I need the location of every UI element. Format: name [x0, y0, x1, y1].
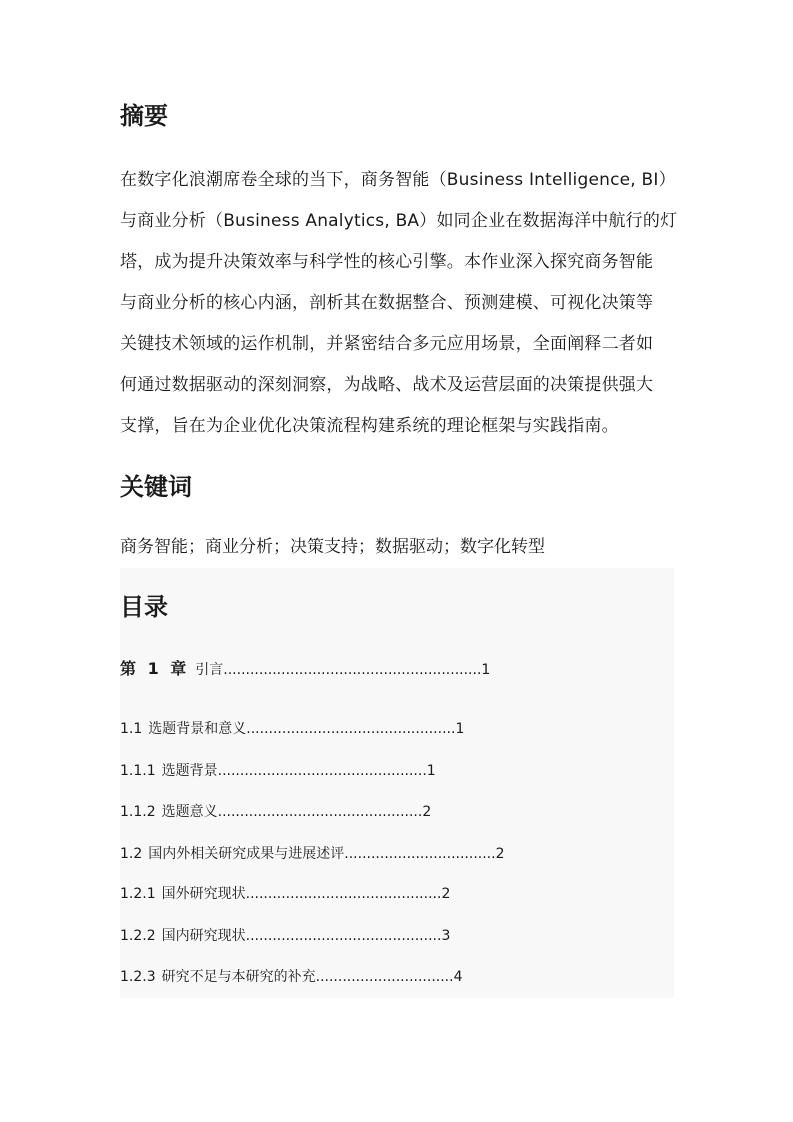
abstract-line: 何通过数据驱动的深刻洞察，为战略、战术及运营层面的决策提供强大: [120, 375, 654, 395]
toc-entry-page: 1: [455, 721, 465, 737]
toc-entry-1-2-3[interactable]: [120, 967, 463, 987]
toc-entry-page: 4: [453, 969, 463, 985]
toc-entry-page: 3: [441, 928, 451, 944]
toc-entry-title: 引言: [195, 662, 224, 678]
toc-entry-title: 国外研究现状: [161, 886, 246, 902]
toc-leader-dots: ..................................: [344, 846, 496, 862]
toc-entry-page: 2: [495, 846, 505, 862]
toc-entry-number: 1.1.2: [120, 804, 156, 820]
toc-entry-title: 选题背景和意义: [148, 721, 247, 737]
abstract-line: 与商业分析（Business Analytics, BA）如同企业在数据海洋中航行的灯: [120, 211, 678, 231]
toc-entry-1-2[interactable]: [120, 844, 505, 864]
toc-leader-dots: ...............................................: [246, 721, 456, 737]
toc-leader-dots: ............................................: [245, 886, 442, 902]
toc-entry-title: 选题背景: [161, 763, 218, 779]
toc-entry-number: 第 1 章: [120, 659, 190, 678]
toc-leader-dots: ..........................................................: [223, 662, 482, 678]
abstract-line: 关键技术领域的运作机制，并紧密结合多元应用场景，全面阐释二者如: [120, 334, 654, 354]
toc-entry-title: 研究不足与本研究的补充: [161, 969, 316, 985]
toc-entry-page: 1: [481, 662, 491, 678]
toc-leader-dots: ..............................................: [217, 804, 423, 820]
abstract-line: 在数字化浪潮席卷全球的当下，商务智能（Business Intelligence, BI）: [120, 170, 676, 190]
toc-leader-dots: ............................................: [245, 928, 442, 944]
table-of-contents: [120, 568, 674, 998]
toc-entry-page: 2: [441, 886, 451, 902]
toc-entry-number: 1.2: [120, 846, 143, 862]
toc-entry-title: 选题意义: [161, 804, 218, 820]
toc-entry-number: 1.2.1: [120, 886, 156, 902]
toc-heading: 目录: [120, 593, 168, 621]
toc-entry-title: 国内研究现状: [161, 928, 246, 944]
toc-entry-number: 1.1.1: [120, 763, 156, 779]
keywords-heading: 关键词: [120, 473, 192, 501]
toc-entry-1-2-1[interactable]: [120, 884, 450, 904]
toc-entry-number: 1.2.3: [120, 969, 156, 985]
toc-entry-title: 国内外相关研究成果与进展述评: [148, 846, 345, 862]
toc-entry-page: 2: [422, 804, 432, 820]
abstract-line: 塔，成为提升决策效率与科学性的核心引擎。本作业深入探究商务智能: [120, 252, 654, 272]
toc-entry-page: 1: [426, 763, 436, 779]
toc-entry-1-1-2[interactable]: [120, 802, 431, 822]
toc-entry-number: 1.1: [120, 721, 143, 737]
toc-entry-chapter-1[interactable]: [120, 659, 490, 680]
abstract-line: 与商业分析的核心内涵，剖析其在数据整合、预测建模、可视化决策等: [120, 293, 654, 313]
toc-entry-number: 1.2.2: [120, 928, 156, 944]
toc-entry-1-2-2[interactable]: [120, 926, 450, 946]
toc-leader-dots: ...............................................: [217, 763, 427, 779]
abstract-heading: 摘要: [120, 102, 168, 130]
toc-leader-dots: ...............................: [315, 969, 454, 985]
abstract-paragraph: [120, 160, 680, 447]
toc-entry-1-1[interactable]: [120, 719, 464, 739]
abstract-line: 支撑，旨在为企业优化决策流程构建系统的理论框架与实践指南。: [120, 416, 619, 436]
toc-entry-1-1-1[interactable]: [120, 761, 436, 781]
keywords-text: 商务智能；商业分析；决策支持；数据驱动；数字化转型: [120, 537, 545, 557]
